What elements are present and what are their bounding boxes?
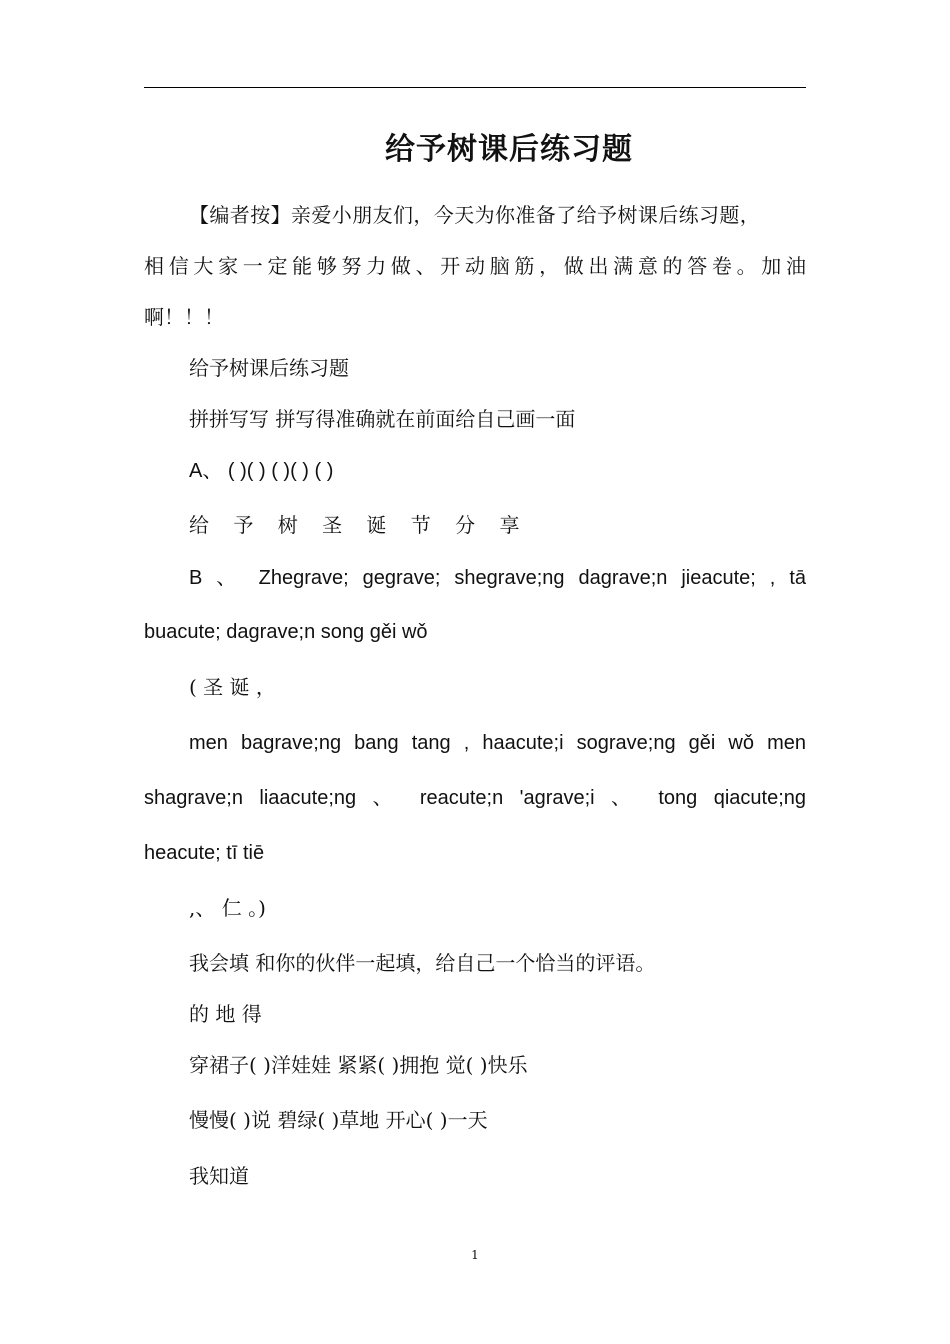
item-b-pinyin-line-1: B 、 Zhegrave; gegrave; shegrave;ng dagrave;n jieacute; , tā [189, 567, 806, 589]
fill-row-1: 穿裙子( )洋娃娃 紧紧( )拥抱 觉( )快乐 [189, 1053, 528, 1077]
exercise-subtitle: 给予树课后练习题 [189, 356, 349, 380]
item-c-pinyin-line-2: shagrave;n liaacute;ng 、 reacute;n 'agrave;i 、 tong qiacute;ng [144, 787, 806, 809]
item-a-characters: 给 予 树 圣 诞 节 分 享 [189, 513, 529, 537]
section-know-heading: 我知道 [189, 1164, 249, 1188]
section-pinyin-heading: 拼拼写写 拼写得准确就在前面给自己画一面 [189, 407, 576, 431]
item-c-characters: ,、 仁 。) [189, 896, 266, 920]
item-c-pinyin-line-3: heacute; tī tiē [144, 842, 265, 864]
item-b-pinyin-line-2: buacute; dagrave;n song gěi wǒ [144, 621, 428, 643]
item-c-pinyin-line-1: men bagrave;ng bang tang , haacute;i sograve;ng gěi wǒ men [189, 732, 806, 754]
item-b-characters: ( 圣 诞 ， [189, 675, 276, 699]
fill-options: 的 地 得 [189, 1002, 262, 1026]
header-rule [144, 87, 806, 88]
document-title: 给予树课后练习题 [385, 132, 633, 167]
editor-note-line-3: 啊！！！ [144, 305, 224, 329]
item-a-blanks: A、 ( )( ) ( )( ) ( ) [189, 460, 334, 482]
page-number: 1 [471, 1248, 479, 1262]
editor-note-line-2: 相信大家一定能够努力做、开动脑筋，做出满意的答卷。加油 [144, 254, 806, 278]
editor-note-line-1: 【编者按】亲爱小朋友们，今天为你准备了给予树课后练习题， [189, 203, 761, 227]
fill-row-2: 慢慢( )说 碧绿( )草地 开心( )一天 [189, 1108, 488, 1132]
section-fill-heading: 我会填 和你的伙伴一起填，给自己一个恰当的评语。 [189, 951, 656, 975]
